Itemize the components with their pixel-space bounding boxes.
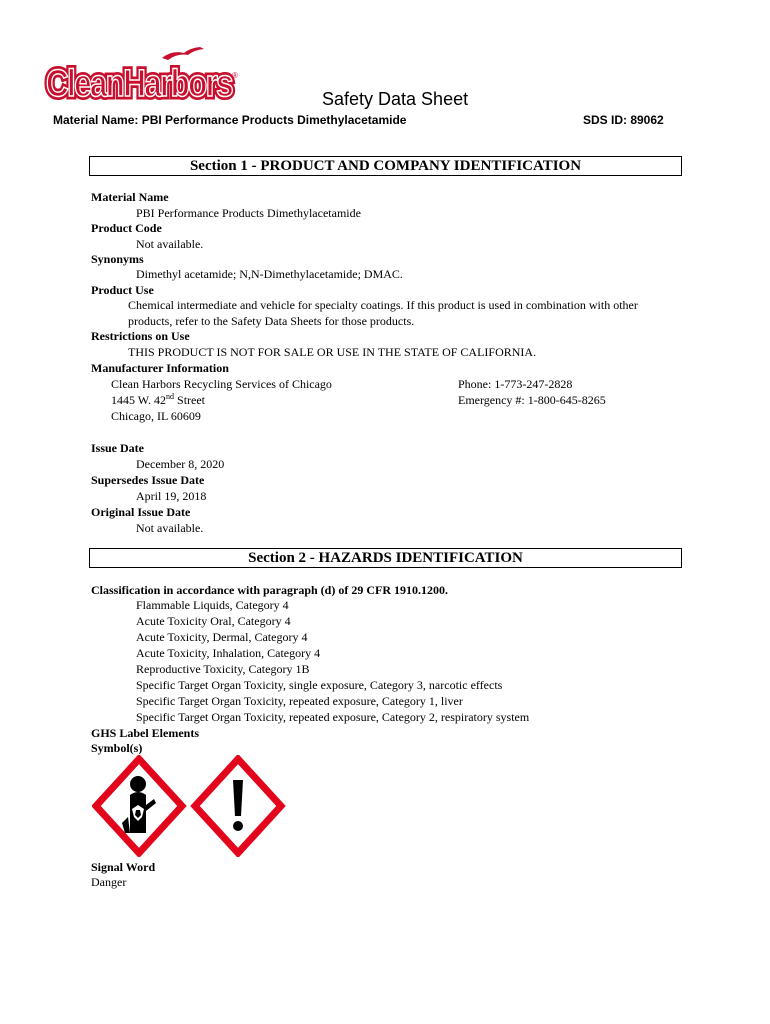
emergency-phone: Emergency #: 1-800-645-8265 — [458, 393, 606, 407]
classification-item: Specific Target Organ Toxicity, repeated exposure, Category 1, liver — [136, 694, 463, 708]
material-name-value: PBI Performance Products Dimethylacetamide — [136, 206, 361, 220]
classification-item: Reproductive Toxicity, Category 1B — [136, 662, 310, 676]
svg-text:CleanHarbors: CleanHarbors — [46, 63, 233, 105]
section-1-title: Section 1 - PRODUCT AND COMPANY IDENTIFICATION — [89, 156, 682, 176]
svg-text:CleanHarbors: CleanHarbors — [46, 63, 233, 105]
classification-item: Specific Target Organ Toxicity, single exposure, Category 3, narcotic effects — [136, 678, 503, 692]
document-title: Safety Data Sheet — [322, 89, 469, 109]
signal-word-value: Danger — [91, 875, 127, 889]
classification-item: Acute Toxicity, Inhalation, Category 4 — [136, 646, 321, 660]
classification-item: Specific Target Organ Toxicity, repeated exposure, Category 2, respiratory system — [136, 710, 530, 724]
manufacturer-label: Manufacturer Information — [91, 361, 229, 375]
sds-id: SDS ID: 89062 — [583, 113, 664, 127]
product-use-label: Product Use — [91, 283, 154, 297]
manufacturer-name: Clean Harbors Recycling Services of Chicago — [111, 377, 332, 391]
ghs-label-elements-heading: GHS Label Elements — [91, 726, 200, 740]
issue-date-label: Issue Date — [91, 441, 144, 455]
synonyms-value: Dimethyl acetamide; N,N-Dimethylacetamide; DMAC. — [136, 267, 403, 281]
original-issue-date-value: Not available. — [136, 521, 204, 535]
exclamation-mark-icon — [195, 759, 281, 853]
classification-item: Acute Toxicity Oral, Category 4 — [136, 614, 291, 628]
manufacturer-street: 1445 W. 42nd Street — [111, 392, 206, 407]
ghs-pictograms — [92, 755, 288, 857]
classification-label: Classification in accordance with paragraph (d) of 29 CFR 1910.1200. — [91, 583, 448, 597]
svg-text:®: ® — [232, 71, 238, 80]
signal-word-label: Signal Word — [91, 860, 156, 874]
material-name-label: Material Name — [91, 190, 169, 204]
product-use-line-1: Chemical intermediate and vehicle for specialty coatings. If this product is used in combination with other — [128, 298, 638, 312]
symbols-label: Symbol(s) — [91, 741, 143, 755]
restrictions-label: Restrictions on Use — [91, 329, 190, 343]
manufacturer-city: Chicago, IL 60609 — [111, 409, 201, 423]
section-2-title: Section 2 - HAZARDS IDENTIFICATION — [89, 548, 682, 568]
classification-item: Flammable Liquids, Category 4 — [136, 598, 289, 612]
product-use-line-2: products, refer to the Safety Data Sheets for those products. — [128, 314, 415, 328]
original-issue-date-label: Original Issue Date — [91, 505, 191, 519]
supersedes-date-label: Supersedes Issue Date — [91, 473, 205, 487]
manufacturer-phone: Phone: 1-773-247-2828 — [458, 377, 573, 391]
synonyms-label: Synonyms — [91, 252, 144, 266]
restrictions-value: THIS PRODUCT IS NOT FOR SALE OR USE IN THE STATE OF CALIFORNIA. — [128, 345, 537, 359]
clean-harbors-logo — [44, 44, 240, 106]
classification-item: Acute Toxicity, Dermal, Category 4 — [136, 630, 308, 644]
material-name-header: Material Name: PBI Performance Products Dimethylacetamide — [53, 113, 407, 127]
product-code-label: Product Code — [91, 221, 162, 235]
health-hazard-icon — [96, 759, 182, 853]
supersedes-date-value: April 19, 2018 — [136, 489, 207, 503]
issue-date-value: December 8, 2020 — [136, 457, 225, 471]
product-code-value: Not available. — [136, 237, 204, 251]
